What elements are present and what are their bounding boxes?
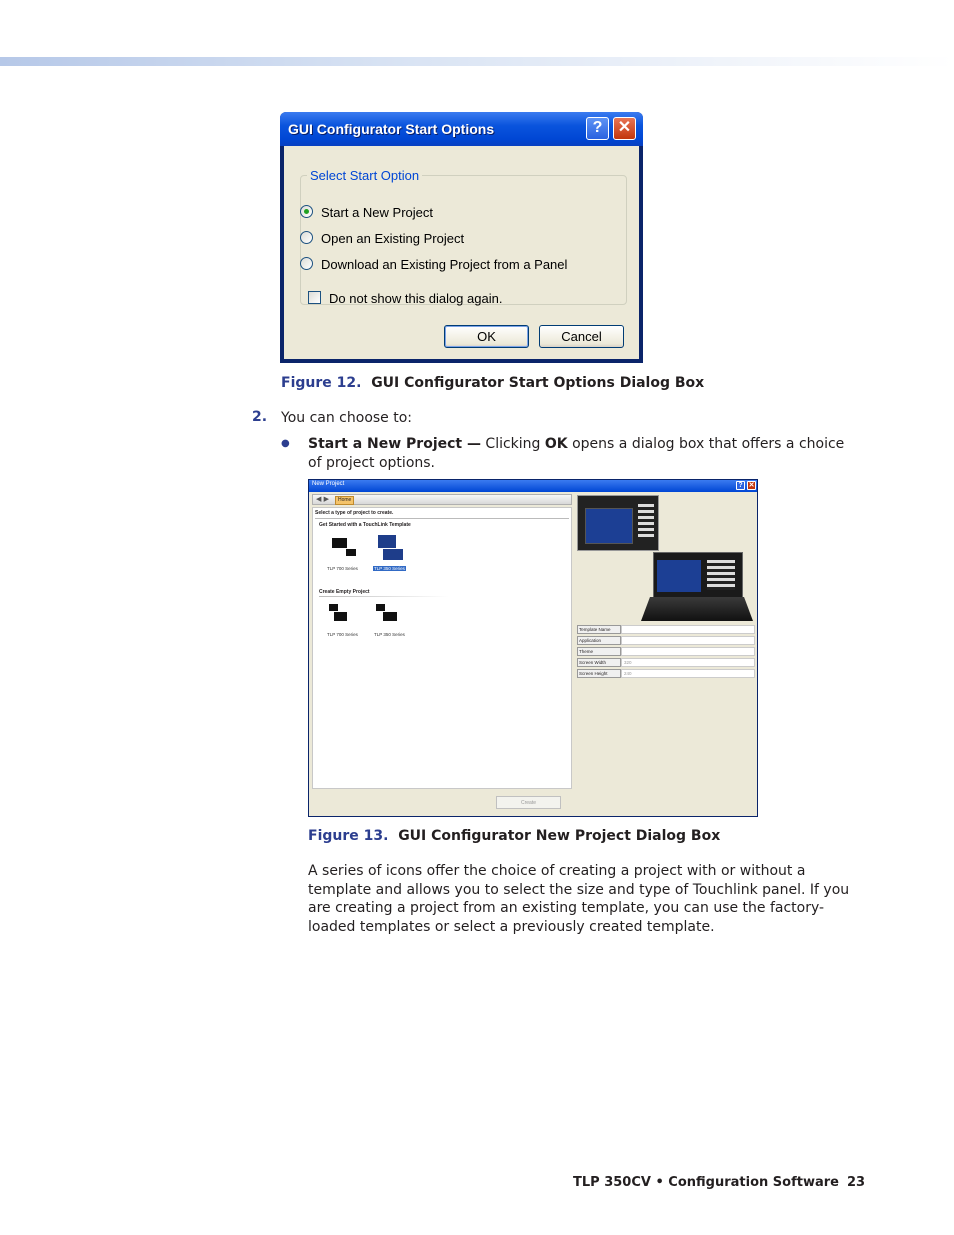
panel-preview-image-2 — [641, 552, 753, 622]
tlp-700-template-icon[interactable] — [332, 538, 347, 548]
option-new-project[interactable] — [321, 205, 433, 220]
back-forward-icon[interactable]: ◀ ▶ — [316, 495, 329, 503]
tlp-350-template-icon[interactable] — [383, 549, 403, 560]
prompt: Select a type of project to create. — [315, 510, 394, 516]
property-value[interactable] — [621, 625, 755, 634]
close-icon[interactable]: ✕ — [613, 117, 636, 140]
property-row — [575, 647, 755, 657]
cancel-button[interactable]: Cancel — [539, 325, 624, 348]
tlp-350-empty-icon[interactable] — [376, 604, 385, 611]
bullet-text — [308, 435, 848, 472]
option-label: Download an Existing Project from a Panel — [321, 257, 568, 272]
property-value[interactable]: 240 — [621, 669, 755, 678]
property-row — [575, 636, 755, 646]
caption-number: Figure 12. — [281, 375, 362, 391]
panel-preview-image — [577, 495, 659, 551]
checkbox-label: Do not show this dialog again. — [329, 291, 503, 306]
bullet-text1: Clicking — [480, 436, 545, 452]
template-item-label-selected[interactable]: TLP 350 Series — [374, 566, 405, 571]
description-paragraph: A series of icons offer the choice of creating a project with or without a template and allows you to select the size and type of Touchlink panel. If you are creating a project from an existing template, you can use the factory-loaded templates or select a previously created template. — [308, 863, 850, 935]
dialog-client — [284, 146, 639, 359]
home-button[interactable]: Home — [335, 496, 354, 505]
caption-text: GUI Configurator Start Options Dialog Box — [371, 375, 705, 391]
tlp-700-template-icon[interactable] — [346, 549, 356, 556]
figure-12-caption — [281, 375, 704, 391]
property-value[interactable]: 320 — [621, 658, 755, 667]
tlp-350-empty-icon[interactable] — [383, 612, 397, 621]
footer-title: TLP 350CV • Configuration Software — [573, 1175, 839, 1190]
property-value[interactable] — [621, 647, 755, 656]
option-download-project[interactable] — [321, 257, 567, 272]
option-label: Open an Existing Project — [321, 231, 465, 246]
radio-icon[interactable] — [300, 231, 313, 244]
template-section-label: Get Started with a TouchLink Template — [319, 522, 411, 528]
property-key: Screen Height — [577, 669, 621, 678]
empty-item-label: TLP 700 Series — [327, 632, 358, 637]
header-rule — [0, 57, 954, 66]
help-icon[interactable]: ? — [736, 481, 745, 490]
tlp-700-empty-icon[interactable] — [334, 612, 347, 621]
option-label: Start a New Project — [321, 205, 433, 220]
group-label: Select Start Option — [310, 168, 420, 183]
empty-item-label: TLP 350 Series — [374, 632, 405, 637]
step-number: 2. — [252, 409, 268, 425]
figure-13-caption — [308, 828, 720, 844]
navigation-bar — [312, 494, 572, 505]
property-row — [575, 658, 755, 668]
property-key: Application — [577, 636, 621, 645]
dialog-titlebar — [280, 112, 643, 146]
bullet-text2: opens a dialog box that offers a choice of project options. — [308, 436, 845, 471]
option-open-project[interactable] — [321, 231, 464, 246]
caption-number: Figure 13. — [308, 828, 389, 844]
radio-selected-icon[interactable] — [300, 205, 313, 218]
property-value[interactable] — [621, 636, 755, 645]
property-key: Template Name — [577, 625, 621, 634]
do-not-show-checkbox[interactable] — [329, 291, 502, 306]
dialog-title: GUI Configurator Start Options — [288, 121, 495, 137]
radio-icon[interactable] — [300, 257, 313, 270]
template-item-label: TLP 700 Series — [327, 566, 358, 571]
dialog-title: New Project — [312, 481, 345, 487]
caption-text: GUI Configurator New Project Dialog Box — [398, 828, 721, 844]
new-project-dialog — [308, 479, 758, 817]
project-type-pane — [312, 507, 572, 789]
page-number: 23 — [847, 1175, 866, 1190]
bullet-icon: ● — [281, 438, 290, 449]
property-key: Screen Width — [577, 658, 621, 667]
tlp-350-template-icon[interactable] — [378, 535, 396, 548]
tlp-700-empty-icon[interactable] — [329, 604, 338, 611]
create-button[interactable]: Create — [496, 796, 561, 809]
preview-pane — [575, 494, 755, 789]
property-row — [575, 625, 755, 635]
property-key: Theme — [577, 647, 621, 656]
checkbox-icon[interactable] — [308, 291, 321, 304]
dialog-titlebar — [309, 480, 757, 492]
start-options-dialog — [280, 112, 643, 363]
close-icon[interactable]: ✕ — [748, 482, 755, 489]
bullet-ok: OK — [544, 436, 568, 452]
step-intro: You can choose to: — [281, 410, 413, 426]
ok-button[interactable]: OK — [444, 325, 529, 348]
property-row — [575, 669, 755, 679]
help-icon[interactable]: ? — [586, 117, 609, 140]
bullet-bold: Start a New Project — — [308, 436, 481, 452]
empty-section-label: Create Empty Project — [319, 589, 370, 595]
